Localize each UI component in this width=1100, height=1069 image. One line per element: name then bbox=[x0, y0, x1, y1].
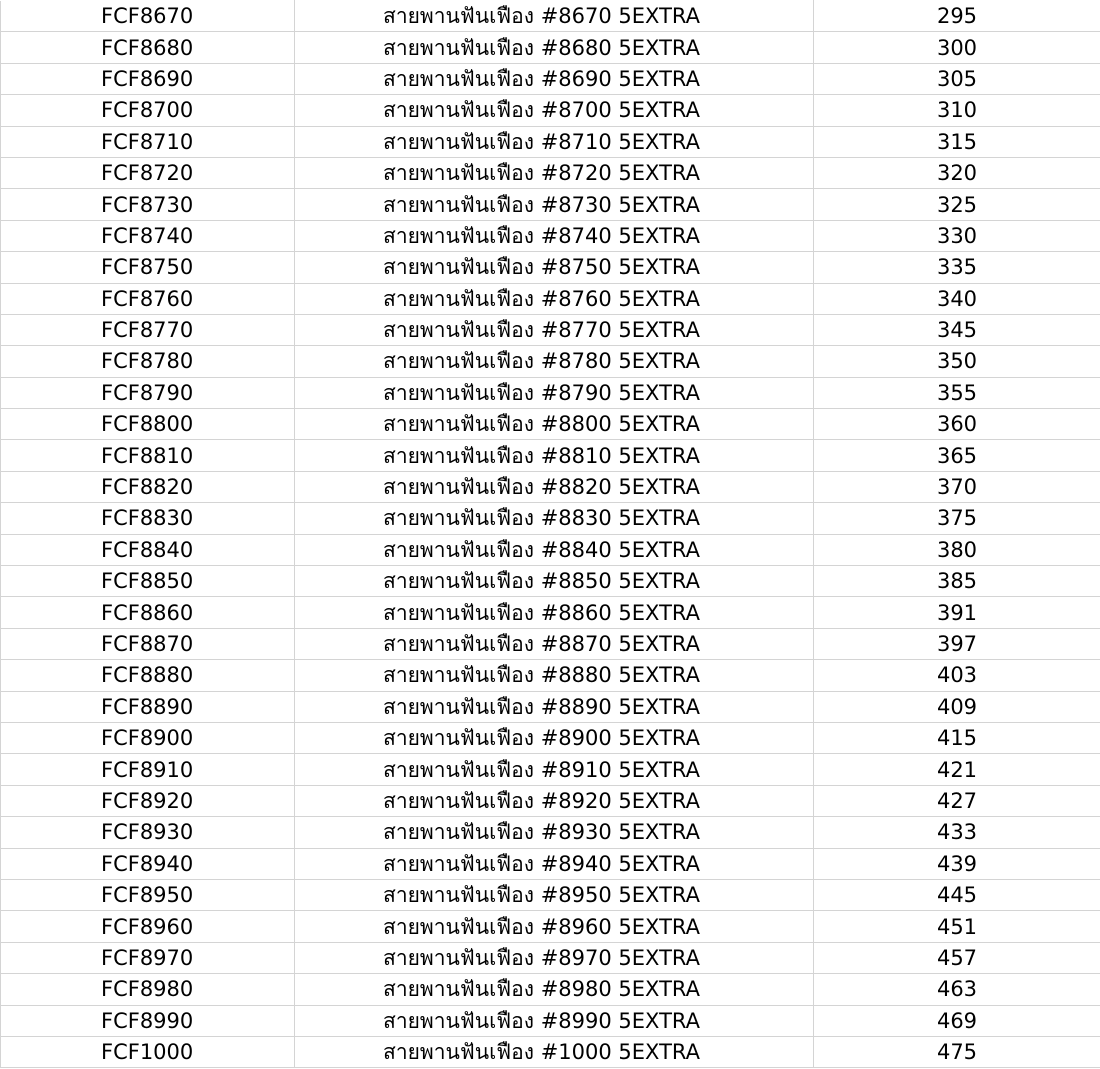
product-description-cell[interactable]: สายพานฟันเฟือง #8890 5EXTRA bbox=[295, 691, 814, 722]
product-description-cell[interactable]: สายพานฟันเฟือง #8990 5EXTRA bbox=[295, 1005, 814, 1036]
product-code-cell[interactable]: FCF8820 bbox=[1, 471, 295, 502]
price-cell[interactable]: 397 bbox=[814, 628, 1100, 659]
product-code-cell[interactable]: FCF8720 bbox=[1, 157, 295, 188]
table-row[interactable] bbox=[1, 377, 1100, 408]
price-cell[interactable]: 380 bbox=[814, 534, 1100, 565]
product-code-cell[interactable]: FCF8780 bbox=[1, 346, 295, 377]
table-row[interactable] bbox=[1, 314, 1100, 345]
product-description-cell[interactable]: สายพานฟันเฟือง #8820 5EXTRA bbox=[295, 471, 814, 502]
product-description-cell[interactable]: สายพานฟันเฟือง #8720 5EXTRA bbox=[295, 157, 814, 188]
product-description-cell[interactable]: สายพานฟันเฟือง #8920 5EXTRA bbox=[295, 785, 814, 816]
product-code-cell[interactable]: FCF8870 bbox=[1, 628, 295, 659]
table-row[interactable] bbox=[1, 471, 1100, 502]
table-row[interactable] bbox=[1, 722, 1100, 753]
product-code-cell[interactable]: FCF8830 bbox=[1, 503, 295, 534]
price-cell[interactable]: 320 bbox=[814, 157, 1100, 188]
product-description-cell[interactable]: สายพานฟันเฟือง #8700 5EXTRA bbox=[295, 95, 814, 126]
product-code-cell[interactable]: FCF8880 bbox=[1, 660, 295, 691]
table-row[interactable] bbox=[1, 911, 1100, 942]
product-code-cell[interactable]: FCF8690 bbox=[1, 63, 295, 94]
product-code-cell[interactable]: FCF8940 bbox=[1, 848, 295, 879]
table-row[interactable] bbox=[1, 628, 1100, 659]
price-cell[interactable]: 365 bbox=[814, 440, 1100, 471]
product-description-cell[interactable]: สายพานฟันเฟือง #8900 5EXTRA bbox=[295, 722, 814, 753]
table-row[interactable] bbox=[1, 346, 1100, 377]
table-row[interactable] bbox=[1, 252, 1100, 283]
price-cell[interactable]: 305 bbox=[814, 63, 1100, 94]
table-row[interactable] bbox=[1, 785, 1100, 816]
price-cell[interactable]: 433 bbox=[814, 817, 1100, 848]
price-cell[interactable]: 427 bbox=[814, 785, 1100, 816]
product-description-cell[interactable]: สายพานฟันเฟือง #8980 5EXTRA bbox=[295, 974, 814, 1005]
table-row[interactable] bbox=[1, 440, 1100, 471]
product-code-cell[interactable]: FCF8890 bbox=[1, 691, 295, 722]
product-code-cell[interactable]: FCF8970 bbox=[1, 942, 295, 973]
price-cell[interactable]: 391 bbox=[814, 597, 1100, 628]
product-description-cell[interactable]: สายพานฟันเฟือง #8940 5EXTRA bbox=[295, 848, 814, 879]
price-cell[interactable]: 355 bbox=[814, 377, 1100, 408]
product-code-cell[interactable]: FCF8990 bbox=[1, 1005, 295, 1036]
table-row[interactable] bbox=[1, 942, 1100, 973]
table-row[interactable] bbox=[1, 220, 1100, 251]
price-cell[interactable]: 385 bbox=[814, 566, 1100, 597]
table-row[interactable] bbox=[1, 503, 1100, 534]
product-description-cell[interactable]: สายพานฟันเฟือง #8690 5EXTRA bbox=[295, 63, 814, 94]
product-description-cell[interactable]: สายพานฟันเฟือง #8880 5EXTRA bbox=[295, 660, 814, 691]
price-cell[interactable]: 403 bbox=[814, 660, 1100, 691]
price-cell[interactable]: 335 bbox=[814, 252, 1100, 283]
product-code-cell[interactable]: FCF8710 bbox=[1, 126, 295, 157]
product-description-cell[interactable]: สายพานฟันเฟือง #8930 5EXTRA bbox=[295, 817, 814, 848]
price-cell[interactable]: 421 bbox=[814, 754, 1100, 785]
product-description-cell[interactable]: สายพานฟันเฟือง #8840 5EXTRA bbox=[295, 534, 814, 565]
product-code-cell[interactable]: FCF8900 bbox=[1, 722, 295, 753]
price-cell[interactable]: 330 bbox=[814, 220, 1100, 251]
product-description-cell[interactable]: สายพานฟันเฟือง #8910 5EXTRA bbox=[295, 754, 814, 785]
price-cell[interactable]: 415 bbox=[814, 722, 1100, 753]
price-cell[interactable]: 370 bbox=[814, 471, 1100, 502]
price-cell[interactable]: 350 bbox=[814, 346, 1100, 377]
product-code-cell[interactable]: FCF8850 bbox=[1, 566, 295, 597]
price-cell[interactable]: 325 bbox=[814, 189, 1100, 220]
price-cell[interactable]: 360 bbox=[814, 409, 1100, 440]
product-description-cell[interactable]: สายพานฟันเฟือง #8960 5EXTRA bbox=[295, 911, 814, 942]
product-description-cell[interactable]: สายพานฟันเฟือง #8730 5EXTRA bbox=[295, 189, 814, 220]
price-cell[interactable]: 409 bbox=[814, 691, 1100, 722]
table-row[interactable] bbox=[1, 126, 1100, 157]
product-description-cell[interactable]: สายพานฟันเฟือง #1000 5EXTRA bbox=[295, 1036, 814, 1067]
price-cell[interactable]: 315 bbox=[814, 126, 1100, 157]
product-description-cell[interactable]: สายพานฟันเฟือง #8810 5EXTRA bbox=[295, 440, 814, 471]
price-cell[interactable]: 457 bbox=[814, 942, 1100, 973]
product-code-cell[interactable]: FCF8730 bbox=[1, 189, 295, 220]
price-cell[interactable]: 340 bbox=[814, 283, 1100, 314]
product-description-cell[interactable]: สายพานฟันเฟือง #8750 5EXTRA bbox=[295, 252, 814, 283]
price-cell[interactable]: 300 bbox=[814, 32, 1100, 63]
product-description-cell[interactable]: สายพานฟันเฟือง #8760 5EXTRA bbox=[295, 283, 814, 314]
product-description-cell[interactable]: สายพานฟันเฟือง #8850 5EXTRA bbox=[295, 566, 814, 597]
table-row[interactable] bbox=[1, 879, 1100, 910]
product-code-cell[interactable]: FCF8790 bbox=[1, 377, 295, 408]
product-description-cell[interactable]: สายพานฟันเฟือง #8950 5EXTRA bbox=[295, 879, 814, 910]
product-description-cell[interactable]: สายพานฟันเฟือง #8680 5EXTRA bbox=[295, 32, 814, 63]
product-description-cell[interactable]: สายพานฟันเฟือง #8740 5EXTRA bbox=[295, 220, 814, 251]
price-cell[interactable]: 445 bbox=[814, 879, 1100, 910]
table-row[interactable] bbox=[1, 1036, 1100, 1067]
table-row[interactable] bbox=[1, 1005, 1100, 1036]
product-description-cell[interactable]: สายพานฟันเฟือง #8780 5EXTRA bbox=[295, 346, 814, 377]
price-cell[interactable]: 345 bbox=[814, 314, 1100, 345]
product-description-cell[interactable]: สายพานฟันเฟือง #8710 5EXTRA bbox=[295, 126, 814, 157]
product-code-cell[interactable]: FCF8800 bbox=[1, 409, 295, 440]
price-cell[interactable]: 463 bbox=[814, 974, 1100, 1005]
table-row[interactable] bbox=[1, 754, 1100, 785]
product-description-cell[interactable]: สายพานฟันเฟือง #8860 5EXTRA bbox=[295, 597, 814, 628]
product-code-cell[interactable]: FCF8810 bbox=[1, 440, 295, 471]
table-row[interactable] bbox=[1, 32, 1100, 63]
price-cell[interactable]: 469 bbox=[814, 1005, 1100, 1036]
product-code-cell[interactable]: FCF8740 bbox=[1, 220, 295, 251]
product-description-cell[interactable]: สายพานฟันเฟือง #8670 5EXTRA bbox=[295, 1, 814, 32]
price-cell[interactable]: 295 bbox=[814, 1, 1100, 32]
table-row[interactable] bbox=[1, 95, 1100, 126]
product-code-cell[interactable]: FCF8930 bbox=[1, 817, 295, 848]
table-row[interactable] bbox=[1, 660, 1100, 691]
product-code-cell[interactable]: FCF8950 bbox=[1, 879, 295, 910]
table-row[interactable] bbox=[1, 566, 1100, 597]
product-code-cell[interactable]: FCF1000 bbox=[1, 1036, 295, 1067]
product-code-cell[interactable]: FCF8960 bbox=[1, 911, 295, 942]
table-row[interactable] bbox=[1, 409, 1100, 440]
product-description-cell[interactable]: สายพานฟันเฟือง #8830 5EXTRA bbox=[295, 503, 814, 534]
product-code-cell[interactable]: FCF8770 bbox=[1, 314, 295, 345]
table-row[interactable] bbox=[1, 597, 1100, 628]
product-code-cell[interactable]: FCF8910 bbox=[1, 754, 295, 785]
product-code-cell[interactable]: FCF8700 bbox=[1, 95, 295, 126]
price-cell[interactable]: 439 bbox=[814, 848, 1100, 879]
table-row[interactable] bbox=[1, 691, 1100, 722]
product-code-cell[interactable]: FCF8670 bbox=[1, 1, 295, 32]
price-cell[interactable]: 475 bbox=[814, 1036, 1100, 1067]
product-code-cell[interactable]: FCF8920 bbox=[1, 785, 295, 816]
product-description-cell[interactable]: สายพานฟันเฟือง #8800 5EXTRA bbox=[295, 409, 814, 440]
price-cell[interactable]: 310 bbox=[814, 95, 1100, 126]
product-code-cell[interactable]: FCF8860 bbox=[1, 597, 295, 628]
product-code-cell[interactable]: FCF8750 bbox=[1, 252, 295, 283]
price-cell[interactable]: 451 bbox=[814, 911, 1100, 942]
product-code-cell[interactable]: FCF8840 bbox=[1, 534, 295, 565]
table-row[interactable] bbox=[1, 534, 1100, 565]
product-code-cell[interactable]: FCF8680 bbox=[1, 32, 295, 63]
table-row[interactable] bbox=[1, 283, 1100, 314]
product-description-cell[interactable]: สายพานฟันเฟือง #8970 5EXTRA bbox=[295, 942, 814, 973]
table-row[interactable] bbox=[1, 848, 1100, 879]
table-row[interactable] bbox=[1, 157, 1100, 188]
product-code-cell[interactable]: FCF8760 bbox=[1, 283, 295, 314]
product-description-cell[interactable]: สายพานฟันเฟือง #8770 5EXTRA bbox=[295, 314, 814, 345]
price-list-body bbox=[1, 1, 1100, 1068]
table-row[interactable] bbox=[1, 189, 1100, 220]
product-description-cell[interactable]: สายพานฟันเฟือง #8870 5EXTRA bbox=[295, 628, 814, 659]
product-description-cell[interactable]: สายพานฟันเฟือง #8790 5EXTRA bbox=[295, 377, 814, 408]
table-row[interactable] bbox=[1, 63, 1100, 94]
table-row[interactable] bbox=[1, 974, 1100, 1005]
table-row[interactable] bbox=[1, 1, 1100, 32]
price-cell[interactable]: 375 bbox=[814, 503, 1100, 534]
table-row[interactable] bbox=[1, 817, 1100, 848]
product-code-cell[interactable]: FCF8980 bbox=[1, 974, 295, 1005]
